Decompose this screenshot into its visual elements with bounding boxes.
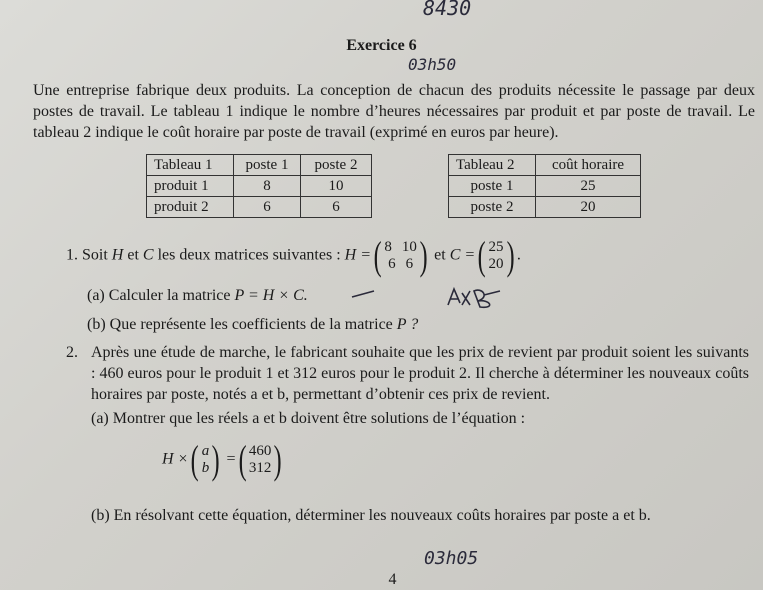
paren-right: ) [274, 437, 283, 482]
question-2a [91, 408, 525, 429]
matrix-cell: 6 [405, 256, 414, 272]
question-1b-text: Que représente les coefficients de la matrice [109, 316, 393, 333]
matrix-cell: 8 [384, 239, 392, 255]
paren-right: ) [506, 233, 515, 278]
table-2-cell: 20 [536, 197, 641, 218]
paren-right: ) [419, 233, 428, 278]
equals-sign: = [226, 450, 236, 468]
paren-left: ( [191, 437, 200, 482]
table-1-cell: 8 [234, 176, 301, 197]
vector-cell: 460 [248, 443, 272, 459]
handwritten-note-title: 03h50 [408, 55, 457, 74]
matrix-cell: 10 [401, 239, 417, 255]
table-1-header: poste 2 [301, 155, 372, 176]
table-1-cell: produit 2 [147, 197, 234, 218]
matrix-c [489, 239, 504, 273]
matrix-cell: 6 [388, 256, 396, 272]
question-1-text: et [434, 246, 446, 264]
exercise-title: Exercice 6 [346, 37, 417, 54]
paren-left: ( [238, 437, 247, 482]
matrix-cell: 25 [488, 239, 504, 255]
question-2a-label: (a) [91, 410, 109, 427]
vector-cell: 312 [248, 460, 272, 476]
table-2-header: Tableau 2 [449, 155, 536, 176]
page-number: 4 [388, 571, 397, 588]
vector-ab [202, 443, 210, 477]
table-1-cell: 6 [301, 197, 372, 218]
question-1-text: et [127, 246, 139, 264]
question-2b-label: (b) [91, 507, 110, 524]
question-1b [87, 314, 418, 335]
handwritten-note-bottom: 03h05 [424, 548, 479, 569]
question-2b-text: En résolvant cette équation, déterminer les nouveaux coûts horaires par poste a et b. [113, 507, 651, 524]
table-1 [146, 154, 372, 218]
table-2-cell: 25 [536, 176, 641, 197]
math-h-eq: H = [344, 246, 371, 264]
vector-cell: a [201, 443, 210, 459]
equation-h: H × [162, 450, 189, 468]
vector-prices [249, 443, 272, 477]
table-2-header: coût horaire [536, 155, 641, 176]
exercise-intro: Une entreprise fabrique deux produits. La conception de chacun des produits nécessite le passage par deux postes de travail. Le tableau 1 indique le nombre d’heures nécessaires par produit et par poste de travail. Le tableau 2 indique le coût horaire par poste de travail (exprimé en euros par heure). [33, 82, 755, 141]
table-1-cell: 6 [234, 197, 301, 218]
handwritten-scribble [350, 285, 510, 315]
math-h: H [111, 246, 124, 264]
equation [162, 437, 285, 482]
math-c: C [142, 246, 154, 264]
table-1-cell: 10 [301, 176, 372, 197]
question-1-text: les deux matrices suivantes : [157, 246, 341, 264]
question-1a-math: P = H × C. [234, 287, 308, 304]
question-1-number: 1. [66, 246, 78, 264]
table-2 [448, 154, 641, 218]
question-1a [87, 285, 308, 306]
question-2b [91, 505, 651, 526]
table-2-cell: poste 1 [449, 176, 536, 197]
question-2a-text: Montrer que les réels a et b doivent être solutions de l’équation : [112, 410, 526, 427]
question-1-text: Soit [82, 246, 108, 264]
table-1-cell: produit 1 [147, 176, 234, 197]
table-2-cell: poste 2 [449, 197, 536, 218]
paren-right: ) [211, 437, 220, 482]
question-1a-text: Calculer la matrice [108, 287, 231, 304]
question-2-text: Après une étude de marche, le fabricant souhaite que les prix de revient par produit soient les suivants : 460 euros pour le produit 1 et 312 euros pour le produit 2. Il cherche à déterminer les nouveaux coûts horaires par poste, notés a et b, permettant d’obtenir ces prix de revient. [91, 344, 749, 403]
question-1: 1. Soit H et C les deux matrices suivantes : H =( 8 10 6 6 ) et C =( 25 20 ) . [66, 233, 521, 278]
matrix-h [384, 239, 417, 273]
matrix-cell: 20 [488, 256, 504, 272]
question-1b-label: (b) [87, 316, 106, 333]
vector-cell: b [201, 460, 210, 476]
math-c-eq: C = [449, 246, 476, 264]
handwritten-note-top: 8430 [423, 0, 472, 20]
question-1b-math: P ? [396, 316, 419, 333]
question-2-number: 2. [66, 344, 78, 361]
table-1-header: Tableau 1 [147, 155, 234, 176]
table-1-header: poste 1 [234, 155, 301, 176]
paren-left: ( [373, 233, 382, 278]
paren-left: ( [477, 233, 486, 278]
question-1a-label: (a) [87, 287, 105, 304]
